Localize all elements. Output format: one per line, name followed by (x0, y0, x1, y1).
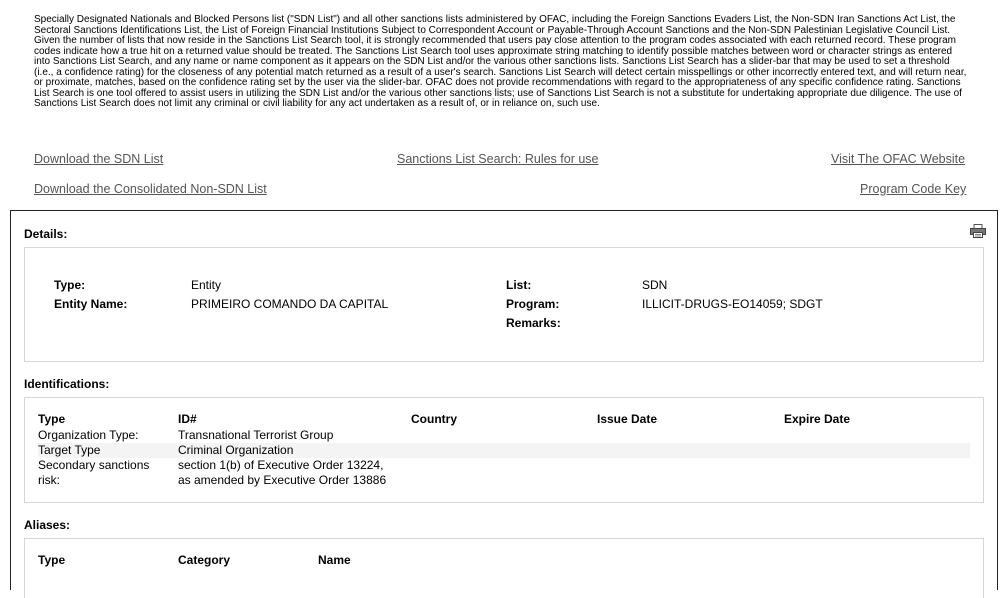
entity-name-value: PRIMEIRO COMANDO DA CAPITAL (191, 297, 389, 311)
identifications-table (24, 397, 984, 503)
details-box (24, 247, 984, 362)
remarks-label: Remarks: (506, 316, 561, 330)
printer-icon[interactable] (970, 224, 986, 238)
type-label: Type: (54, 278, 86, 292)
download-sdn-list-link[interactable]: Download the SDN List (34, 152, 164, 166)
alias-column-header-type: Type (38, 553, 66, 567)
identifications-heading: Identifications: (24, 377, 110, 391)
id-type-cell-line-1: Secondary sanctions (38, 458, 150, 472)
id-type-cell: Organization Type: (38, 428, 139, 442)
list-label: List: (506, 278, 532, 292)
rules-for-use-link[interactable]: Sanctions List Search: Rules for use (397, 152, 599, 166)
column-header-expire-date: Expire Date (784, 412, 851, 426)
download-consolidated-list-link[interactable]: Download the Consolidated Non-SDN List (34, 182, 267, 196)
table-row (38, 443, 970, 458)
table-row (38, 428, 970, 443)
id-type-cell-line-2: risk: (38, 473, 60, 487)
program-value: ILLICIT-DRUGS-EO14059; SDGT (642, 297, 823, 311)
program-code-key-link[interactable]: Program Code Key (860, 182, 967, 196)
aliases-heading: Aliases: (24, 518, 71, 532)
id-number-cell: Criminal Organization (178, 443, 294, 457)
id-number-cell: Transnational Terrorist Group (178, 428, 334, 442)
entity-name-label: Entity Name: (54, 297, 128, 311)
alias-column-header-category: Category (178, 553, 231, 567)
alias-column-header-name: Name (318, 553, 351, 567)
column-header-country: Country (411, 412, 457, 426)
column-header-type: Type (38, 412, 66, 426)
column-header-id: ID# (178, 412, 197, 426)
details-heading: Details: (24, 227, 68, 241)
record-details-panel (10, 210, 998, 590)
id-number-cell-line-1: section 1(b) of Executive Order 13224, (178, 458, 384, 472)
id-type-cell: Target Type (38, 443, 101, 457)
column-header-issue-date: Issue Date (597, 412, 658, 426)
type-value: Entity (191, 278, 222, 292)
sanctions-disclaimer: Specially Designated Nationals and Blocked Persons list ("SDN List") and all other sanctions lists administered by OFAC, including the Foreign Sanctions Evaders List, the Non-SDN Iran Sanctions Act List, the Sectoral Sanctions Identifications List, the List of Foreign Financial Institutions Subject to Correspondent Account or Payable-Through Account Sanctions and the Non-SDN Palestinian Legislative Council List. Given the number of lists that now reside in the Sanctions List Search tool, it is strongly recommended that users pay close attention to the program codes associated with each returned record. These program codes indicate how a true hit on a returned value should be treated. The Sanctions List Search tool uses approximate string matching to identify possible matches between word or character strings as entered into Sanctions List Search, and any name or name component as it appears on the SDN List and/or the various other sanctions lists. Sanctions List Search has a slider-bar that may be used to set a threshold (i.e., a confidence rating) for the closeness of any potential match returned as a result of a user's search. Sanctions List Search will detect certain misspellings or other incorrectly entered text, and will return near, or proximate, matches, based on the confidence rating set by the user via the slider-bar. OFAC does not provide recommendations with regard to the appropriateness of any specific confidence rating. Sanctions List Search is one tool offered to assist users in utilizing the SDN List and/or the various other sanctions lists; use of Sanctions List Search is not a substitute for undertaking appropriate due diligence. The use of Sanctions List Search does not limit any criminal or civil liability for any act undertaken as a result of, or in reliance on, such use. (34, 14, 967, 109)
table-row (38, 458, 970, 488)
program-label: Program: (506, 297, 560, 311)
list-value: SDN (642, 278, 668, 292)
visit-ofac-website-link[interactable]: Visit The OFAC Website (831, 152, 966, 166)
id-number-cell-line-2: as amended by Executive Order 13886 (178, 473, 387, 487)
aliases-table (24, 538, 984, 598)
